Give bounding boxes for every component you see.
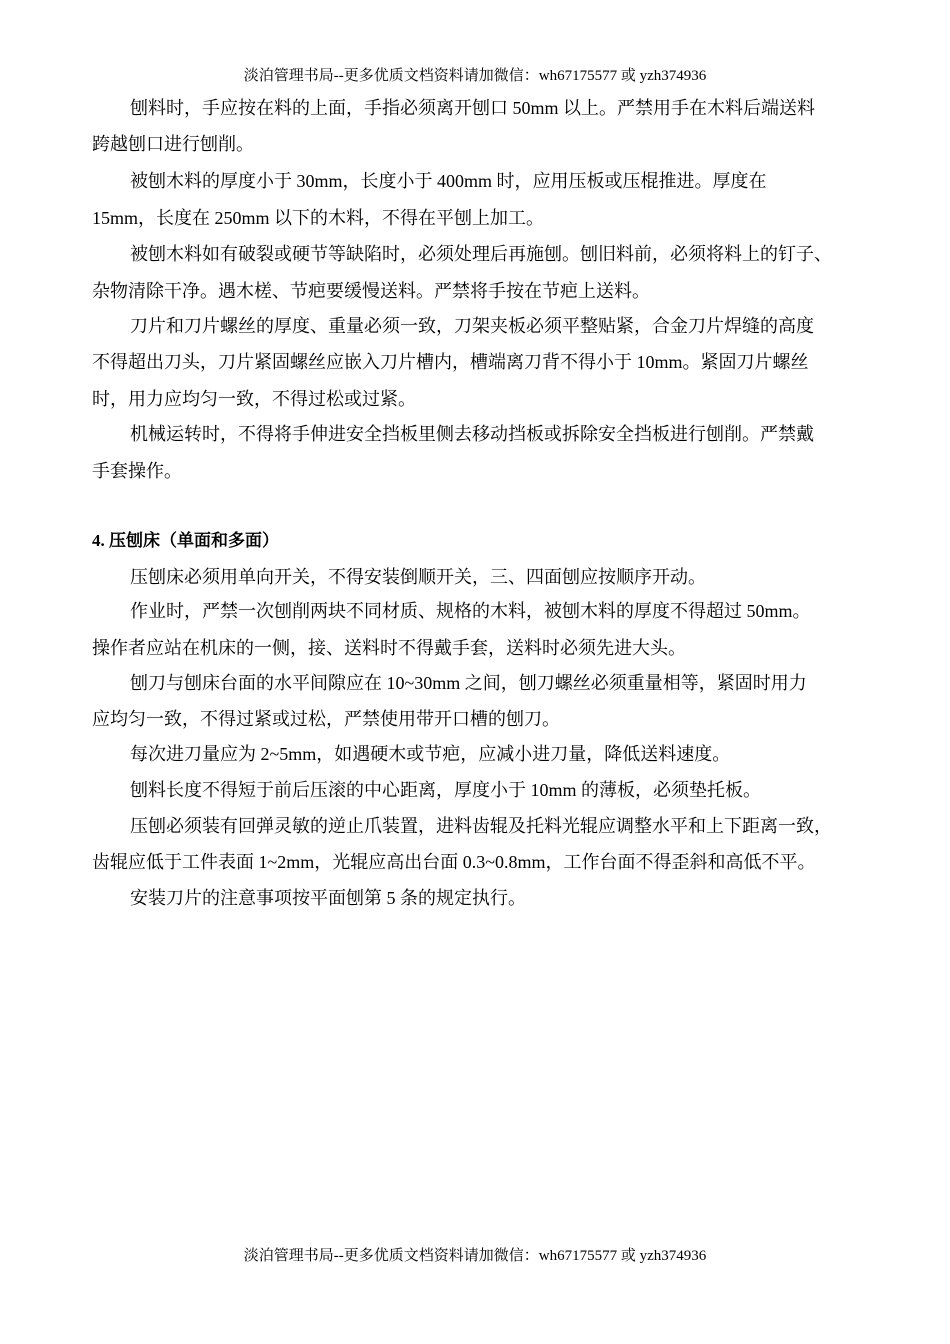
paragraph-line: 压刨必须装有回弹灵敏的逆止爪装置，进料齿辊及托料光辊应调整水平和上下距离一致， bbox=[130, 816, 832, 836]
paragraph-line: 刨料长度不得短于前后压滚的中心距离，厚度小于 10mm 的薄板，必须垫托板。 bbox=[130, 780, 761, 800]
section-heading: 4. 压刨床（单面和多面） bbox=[92, 531, 279, 550]
paragraph-line: 压刨床必须用单向开关，不得安装倒顺开关，三、四面刨应按顺序开动。 bbox=[130, 567, 706, 587]
paragraph-line: 每次进刀量应为 2~5mm，如遇硬木或节疤，应减小进刀量，降低送料速度。 bbox=[130, 744, 731, 764]
page-header: 淡泊管理书局--更多优质文档资料请加微信：wh67175577 或 yzh374936 bbox=[243, 68, 707, 84]
paragraph-line: 刀片和刀片螺丝的厚度、重量必须一致，刀架夹板必须平整贴紧，合金刀片焊缝的高度 bbox=[130, 316, 814, 336]
paragraph-line: 杂物清除干净。遇木槎、节疤要缓慢送料。严禁将手按在节疤上送料。 bbox=[92, 281, 650, 301]
paragraph-line: 跨越刨口进行刨削。 bbox=[92, 134, 254, 154]
paragraph-line: 被刨木料的厚度小于 30mm，长度小于 400mm 时，应用压板或压棍推进。厚度在 bbox=[130, 171, 767, 191]
paragraph-line: 应均匀一致，不得过紧或过松，严禁使用带开口槽的刨刀。 bbox=[92, 709, 560, 729]
paragraph-line: 齿辊应低于工件表面 1~2mm，光辊应高出台面 0.3~0.8mm，工作台面不得歪斜和高低不平。 bbox=[92, 852, 816, 872]
page-footer: 淡泊管理书局--更多优质文档资料请加微信：wh67175577 或 yzh374936 bbox=[243, 1248, 707, 1264]
paragraph-line: 手套操作。 bbox=[92, 461, 182, 481]
paragraph-line: 机械运转时，不得将手伸进安全挡板里侧去移动挡板或拆除安全挡板进行刨削。严禁戴 bbox=[130, 424, 814, 444]
paragraph-line: 操作者应站在机床的一侧，接、送料时不得戴手套，送料时必须先进大头。 bbox=[92, 638, 686, 658]
paragraph-line: 刨料时，手应按在料的上面，手指必须离开刨口 50mm 以上。严禁用手在木料后端送料 bbox=[130, 98, 815, 118]
paragraph-line: 不得超出刀头，刀片紧固螺丝应嵌入刀片槽内，槽端离刀背不得小于 10mm。紧固刀片螺丝 bbox=[92, 352, 809, 372]
paragraph-line: 时，用力应均匀一致，不得过松或过紧。 bbox=[92, 389, 416, 409]
paragraph-line: 15mm，长度在 250mm 以下的木料，不得在平刨上加工。 bbox=[92, 208, 545, 228]
paragraph-line: 作业时，严禁一次刨削两块不同材质、规格的木料，被刨木料的厚度不得超过 50mm。 bbox=[130, 601, 811, 621]
paragraph-line: 被刨木料如有破裂或硬节等缺陷时，必须处理后再施刨。刨旧料前，必须将料上的钉子、 bbox=[130, 244, 832, 264]
paragraph-line: 安装刀片的注意事项按平面刨第 5 条的规定执行。 bbox=[130, 888, 526, 908]
paragraph-line: 刨刀与刨床台面的水平间隙应在 10~30mm 之间，刨刀螺丝必须重量相等，紧固时用力 bbox=[130, 673, 807, 693]
